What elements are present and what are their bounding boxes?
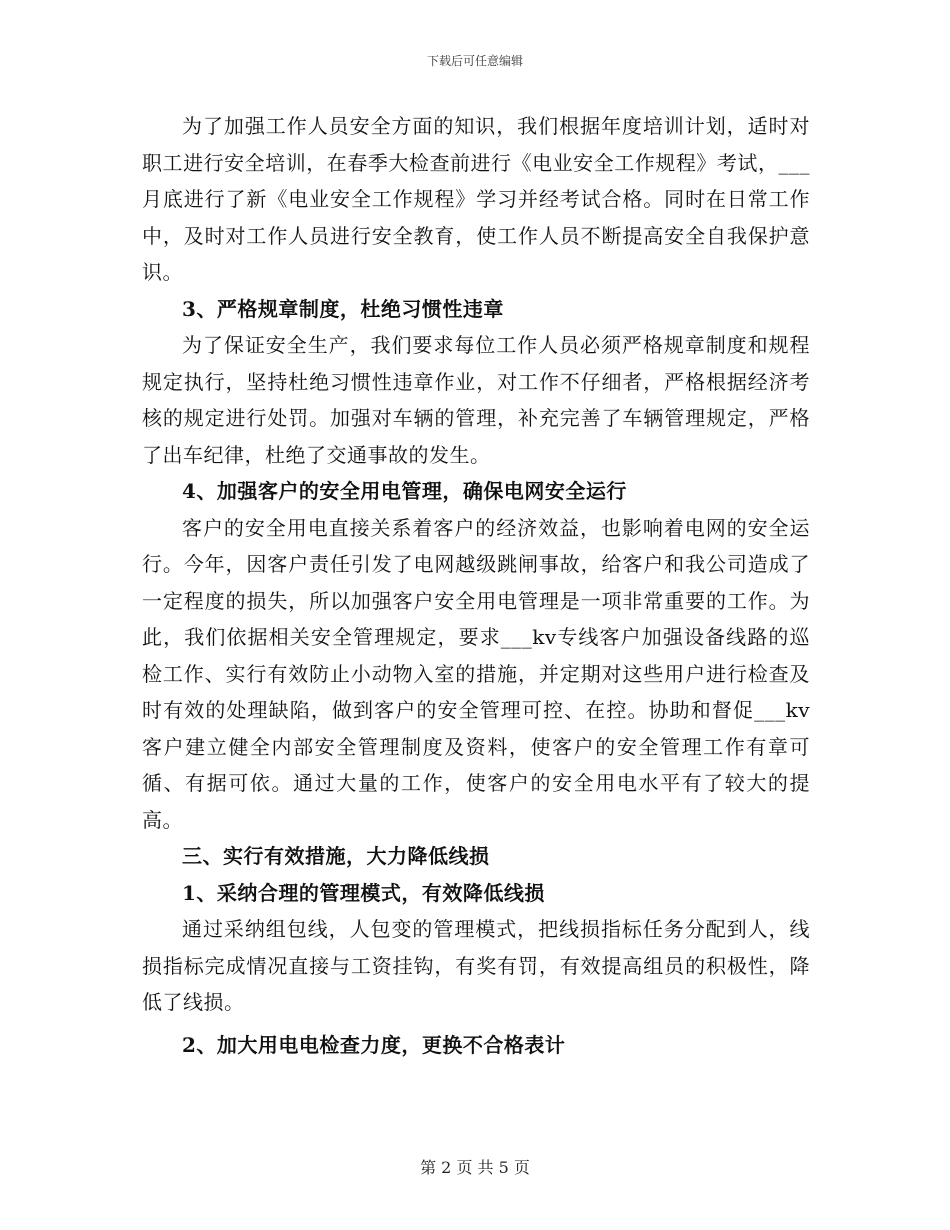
heading-management-mode: 1、采纳合理的管理模式，有效降低线损 (182, 880, 545, 905)
heading-section-three: 三、实行有效措施，大力降低线损 (182, 844, 490, 868)
page-header-note: 下载后可任意编辑 (426, 54, 523, 68)
heading-strict-rules: 3、严格规章制度，杜绝习惯性违章 (182, 296, 504, 321)
paragraph-line-loss: 通过采纳组包线，人包变的管理模式，把线损指标任务分配到人，线损指标完成情况直接与工资挂钩，有奖有罚，有效提高组员的积极性，降低了线损。 (142, 917, 810, 1014)
paragraph-safety-training: 为了加强工作人员安全方面的知识，我们根据年度培训计划，适时对职工进行安全培训，在春季大检查前进行《电业安全工作规程》考试，___月底进行了新《电业安全工作规程》学习并经考试合格。同时在日常工作中，及时对工作人员进行安全教育，使工作人员不断提高安全自我保护意识。 (142, 114, 810, 284)
heading-customer-safety: 4、加强客户的安全用电管理，确保电网安全运行 (182, 479, 627, 503)
document-body (142, 108, 810, 1063)
paragraph-safe-production: 为了保证安全生产，我们要求每位工作人员必须严格规章制度和规程规定执行，坚持杜绝习惯性违章作业，对工作不仔细者，严格根据经济考核的规定进行处罚。加强对车辆的管理，补充完善了车辆管理规定，严格了出车纪律，杜绝了交通事故的发生。 (142, 333, 810, 467)
page-number: 第 2 页 共 5 页 (420, 1158, 530, 1177)
paragraph-customer-safety: 客户的安全用电直接关系着客户的经济效益，也影响着电网的安全运行。今年，因客户责任引发了电网越级跳闸事故，给客户和我公司造成了一定程度的损失，所以加强客户安全用电管理是一项非常重要的工作。为此，我们依据相关安全管理规定，要求___kv专线客户加强设备线路的巡检工作、实行有效防止小动物入室的措施，并定期对这些用户进行检查及时有效的处理缺陷，做到客户的安全管理可控、在控。协助和督促___kv客户建立健全内部安全管理制度及资料，使客户的安全管理工作有章可循、有据可依。通过大量的工作，使客户的安全用电水平有了较大的提高。 (142, 515, 810, 832)
heading-inspection: 2、加大用电电检查力度，更换不合格表计 (182, 1032, 566, 1057)
